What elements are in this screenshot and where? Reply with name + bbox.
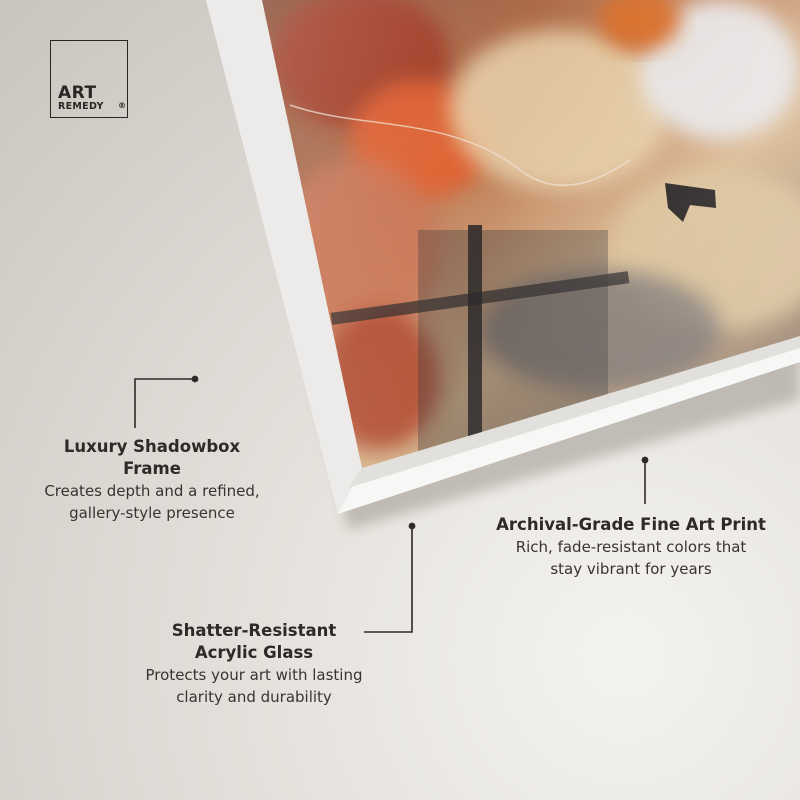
- registered-mark-icon: ®: [118, 101, 126, 110]
- feature-description: Rich, fade-resistant colors that: [515, 538, 747, 556]
- logo-text-art: ART: [58, 83, 97, 103]
- feature-title: Shatter-Resistant: [171, 621, 337, 640]
- connector-shadowbox: [135, 379, 195, 428]
- feature-description: Creates depth and a refined,: [44, 482, 260, 500]
- feature-description: Protects your art with lasting: [145, 666, 363, 684]
- feature-description: clarity and durability: [176, 688, 332, 706]
- feature-callout-shadowbox-frame: [10, 436, 294, 524]
- feature-description: stay vibrant for years: [550, 560, 712, 578]
- feature-title: Frame: [123, 459, 181, 478]
- connector-acrylic: [364, 526, 412, 632]
- connector-dot-shadowbox: [192, 376, 199, 383]
- connector-dot-print: [642, 457, 649, 464]
- feature-title: Luxury Shadowbox: [63, 437, 241, 456]
- feature-title: Archival-Grade Fine Art Print: [496, 515, 766, 534]
- feature-callout-fine-art-print: [462, 514, 800, 580]
- feature-callout-acrylic-glass: [104, 620, 404, 708]
- connector-dot-acrylic: [409, 523, 416, 530]
- feature-description: gallery-style presence: [69, 504, 235, 522]
- logo-text-remedy: REMEDY: [58, 101, 104, 112]
- feature-title: Acrylic Glass: [194, 643, 314, 662]
